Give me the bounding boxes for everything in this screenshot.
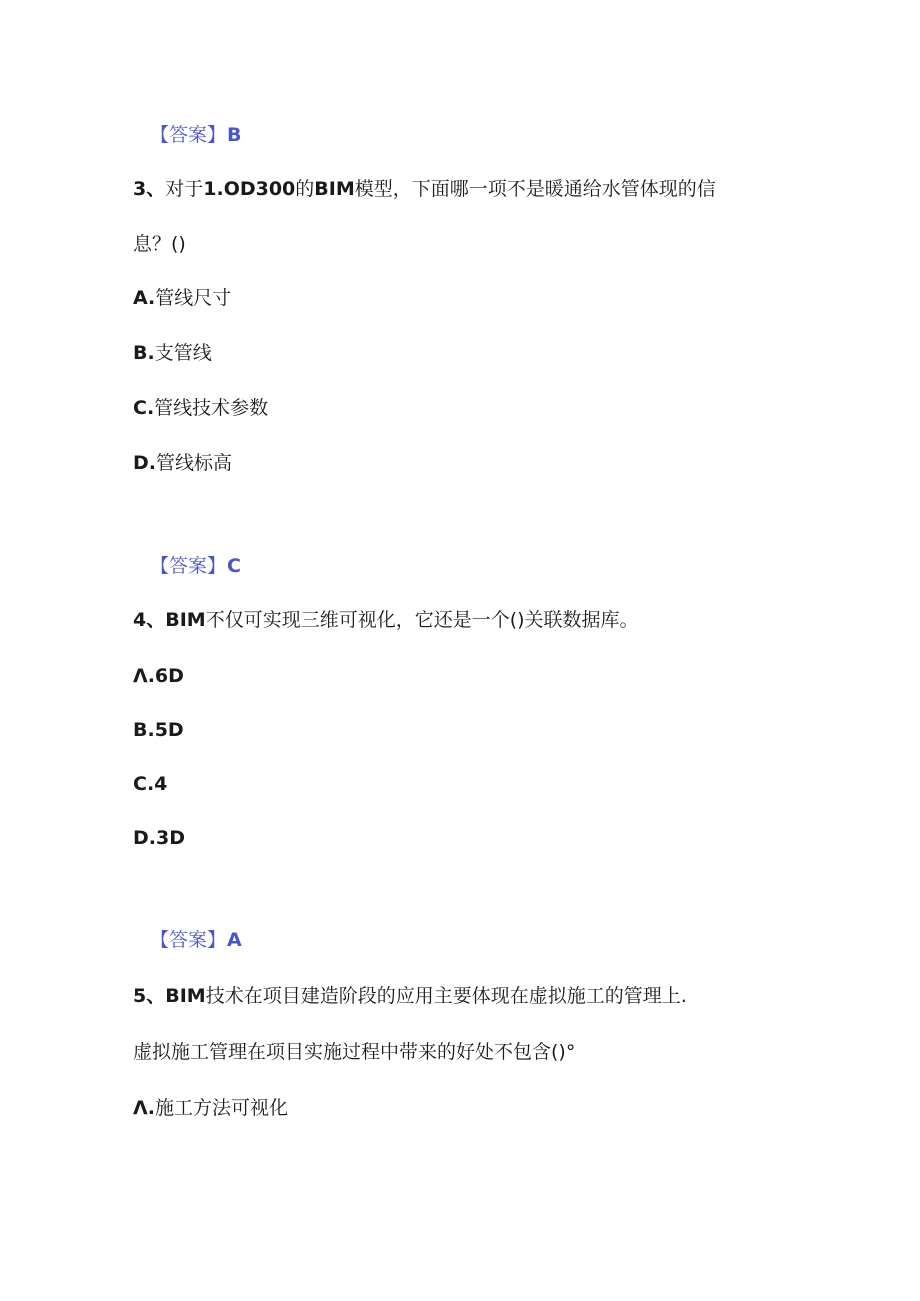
option-key: Λ.6D (133, 665, 184, 687)
option-b (133, 718, 184, 742)
question-text: 模型，下面哪一项不是暖通给水管体现的信 (354, 178, 716, 200)
question-3-line-1 (133, 177, 716, 201)
option-d (133, 826, 185, 850)
question-text: 技术在项目建造阶段的应用主要体现在虚拟施工的管理上. (205, 985, 687, 1007)
option-key: B.5D (133, 719, 184, 741)
question-text-bold: BIM (165, 985, 206, 1007)
option-a (133, 1096, 288, 1120)
option-c (133, 772, 167, 796)
answer-line (150, 123, 242, 147)
answer-label: 【答案】 (150, 929, 227, 951)
question-text: 不仅可实现三维可视化，它还是一个()关联数据库。 (205, 609, 639, 631)
option-text: 施工方法可视化 (154, 1097, 288, 1119)
question-5-line-2 (133, 1040, 575, 1064)
answer-label: 【答案】 (150, 124, 227, 146)
answer-letter: A (227, 929, 242, 951)
option-text: 管线尺寸 (155, 287, 232, 309)
option-a (133, 664, 184, 688)
question-text: 对于 (165, 178, 204, 200)
question-number: 4、 (133, 609, 166, 631)
question-text-bold: 1.OD300 (203, 178, 296, 200)
option-key: D. (133, 452, 156, 474)
answer-line (150, 554, 241, 578)
answer-letter: B (227, 124, 242, 146)
option-a (133, 286, 231, 310)
answer-line (150, 928, 242, 952)
question-text: 虚拟施工管理在项目实施过程中带来的好处不包含()° (133, 1041, 576, 1063)
option-key: C.4 (133, 773, 168, 795)
option-key: A. (133, 287, 156, 309)
question-4-line-1 (133, 608, 639, 632)
option-key: C. (133, 397, 155, 419)
option-text: 管线技术参数 (154, 397, 269, 419)
answer-label: 【答案】 (150, 555, 227, 577)
option-key: Λ. (133, 1097, 155, 1119)
answer-letter: C (227, 555, 241, 577)
option-c (133, 396, 268, 420)
question-number: 3、 (133, 178, 166, 200)
option-text: 管线标高 (156, 452, 233, 474)
question-text-bold: BIM (165, 609, 206, 631)
question-number: 5、 (133, 985, 166, 1007)
option-d (133, 451, 232, 475)
option-text: 支管线 (154, 342, 212, 364)
option-b (133, 341, 212, 365)
option-key: D.3D (133, 827, 185, 849)
question-5-line-1 (133, 984, 687, 1008)
question-text: 息？() (133, 233, 186, 255)
question-3-line-2 (133, 232, 186, 256)
question-text: 的 (295, 178, 315, 200)
option-key: B. (133, 342, 155, 364)
question-text-bold: BIM (314, 178, 355, 200)
